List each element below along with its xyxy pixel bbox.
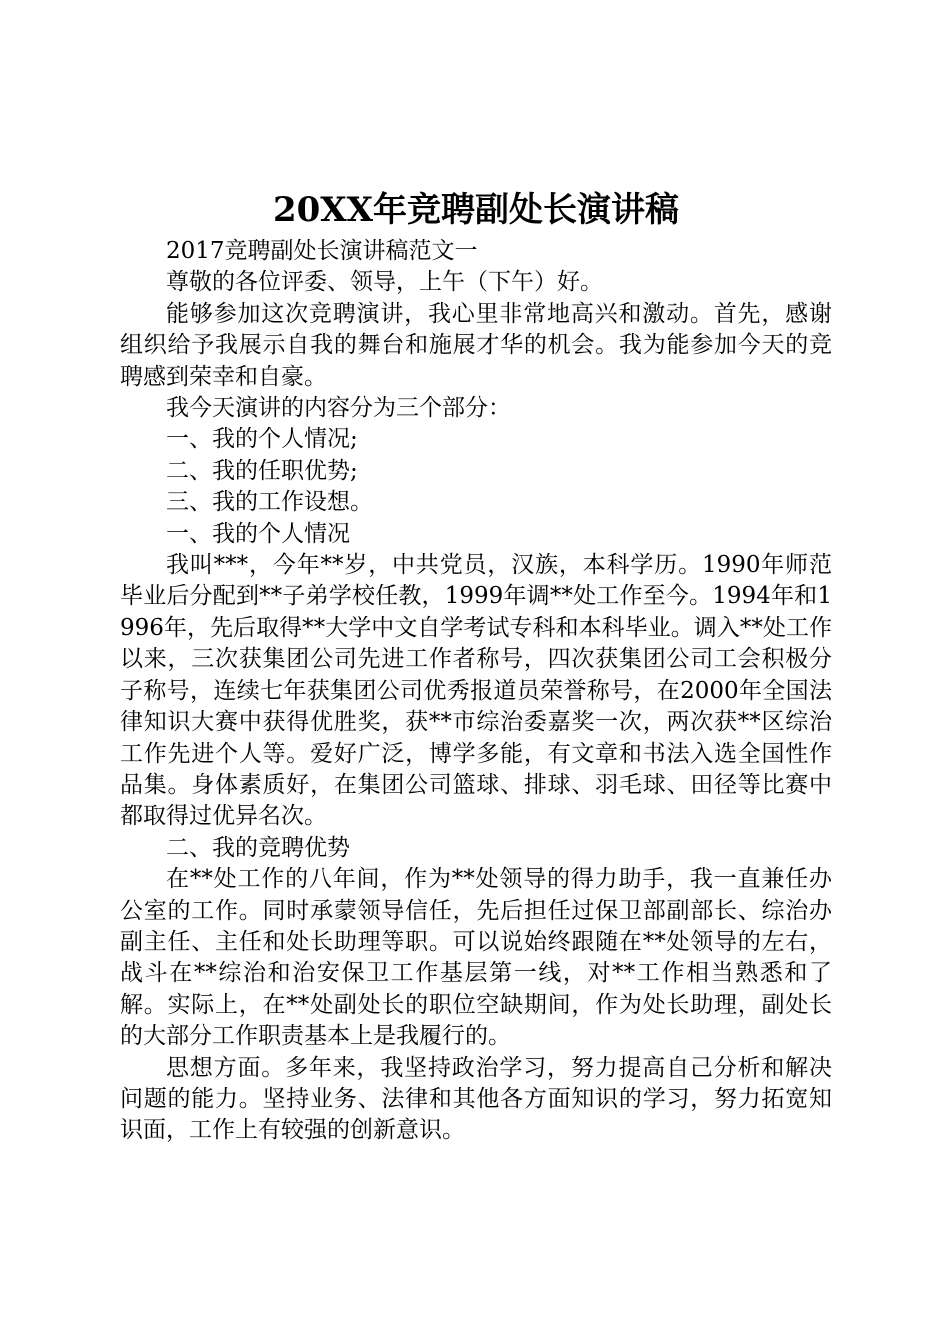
paragraph-personal: 我叫***，今年**岁，中共党员，汉族，本科学历。1990年师范毕业后分配到**子弟学校任教，1999年调**处工作至今。1994年和1996年，先后取得**大学中文自学考试专科和本科毕业。调入**处工作以来，三次获集团公司先进工作者称号，四次获集团公司工会积极分子称号，连续七年获集团公司优秀报道员荣誉称号，在2000年全国法律知识大赛中获得优胜奖，获**市综治委嘉奖一次，两次获**区综治工作先进个人等。爱好广泛，博学多能，有文章和书法入选全国性作品集。身体素质好，在集团公司篮球、排球、羽毛球、田径等比赛中都取得过优异名次。 xyxy=(120,552,832,830)
paragraph-outline: 我今天演讲的内容分为三个部分： xyxy=(166,395,511,422)
outline-item-1: 一、我的个人情况; xyxy=(166,426,358,453)
paragraph-opening: 能够参加这次竞聘演讲，我心里非常地高兴和激动。首先，感谢组织给予我展示自我的舞台和施展才华的机会。我为能参加今天的竞聘感到荣幸和自豪。 xyxy=(120,300,832,390)
section-heading-personal: 一、我的个人情况 xyxy=(166,520,350,547)
paragraph-greeting: 尊敬的各位评委、领导，上午（下午）好。 xyxy=(166,269,603,296)
document-title: 20XX年竞聘副处长演讲稿 xyxy=(272,190,680,230)
paragraph-intro-heading: 2017竞聘副处长演讲稿范文一 xyxy=(166,238,478,264)
paragraph-thinking: 思想方面。多年来，我坚持政治学习，努力提高自己分析和解决问题的能力。坚持业务、法律和其他各方面知识的学习，努力拓宽知识面，工作上有较强的创新意识。 xyxy=(120,1054,832,1144)
outline-item-3: 三、我的工作设想。 xyxy=(166,489,373,516)
document-page xyxy=(120,184,832,1147)
section-heading-advantages: 二、我的竞聘优势 xyxy=(166,834,350,861)
outline-item-2: 二、我的任职优势; xyxy=(166,457,358,484)
paragraph-advantages: 在**处工作的八年间，作为**处领导的得力助手，我一直兼任办公室的工作。同时承蒙领导信任，先后担任过保卫部副部长、综治办副主任、主任和处长助理等职。可以说始终跟随在**处领导的左右，战斗在**综治和治安保卫工作基层第一线，对**工作相当熟悉和了解。实际上，在**处副处长的职位空缺期间，作为处长助理，副处长的大部分工作职责基本上是我履行的。 xyxy=(120,866,832,1050)
